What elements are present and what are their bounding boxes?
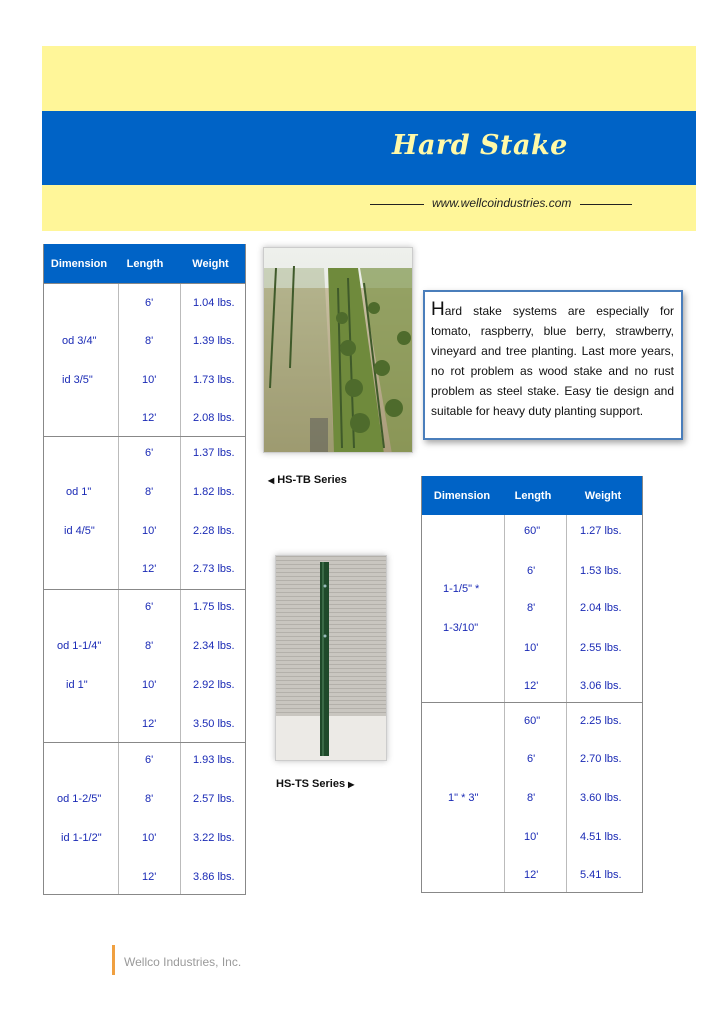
header-dimension: Dimension <box>433 489 491 502</box>
length-cell: 8' <box>527 792 536 804</box>
caret-left-icon: ◀ <box>268 476 275 485</box>
length-cell: 8' <box>145 793 154 805</box>
dimension-od: od 3/4" <box>62 335 97 347</box>
drop-cap: H <box>431 299 445 320</box>
length-cell: 8' <box>145 335 154 347</box>
weight-cell: 3.50 lbs. <box>193 718 235 730</box>
footer-accent-bar <box>112 945 115 975</box>
length-cell: 10' <box>142 679 157 691</box>
weight-cell: 4.51 lbs. <box>580 831 622 843</box>
weight-cell: 2.57 lbs. <box>193 793 235 805</box>
weight-cell: 5.41 lbs. <box>580 869 622 881</box>
dimension-inner: 1-3/10" <box>443 622 479 634</box>
caret-right-icon: ▶ <box>348 780 355 789</box>
right-table-group <box>422 702 642 892</box>
weight-cell: 2.04 lbs. <box>580 602 622 614</box>
header-length: Length <box>514 489 552 502</box>
caption-hs-ts <box>276 778 354 790</box>
weight-cell: 3.06 lbs. <box>580 680 622 692</box>
length-cell: 6' <box>527 565 536 577</box>
website-url[interactable]: www.wellcoindustries.com <box>432 196 572 210</box>
weight-cell: 1.53 lbs. <box>580 565 622 577</box>
length-cell: 10' <box>142 832 157 844</box>
weight-cell: 3.22 lbs. <box>193 832 235 844</box>
length-cell: 12' <box>524 869 539 881</box>
hs-tb-field-photo <box>263 247 413 453</box>
header-band-top <box>42 46 696 111</box>
dimension-id: id 3/5" <box>62 374 93 386</box>
length-cell: 8' <box>145 640 154 652</box>
header-band-blue <box>42 111 696 185</box>
dimension-outer: 1-1/5" * <box>443 583 480 595</box>
weight-cell: 1.39 lbs. <box>193 335 235 347</box>
weight-cell: 2.73 lbs. <box>193 563 235 575</box>
weight-cell: 2.08 lbs. <box>193 412 235 424</box>
weight-cell: 1.37 lbs. <box>193 447 235 459</box>
length-cell: 8' <box>145 486 154 498</box>
weight-cell: 1.73 lbs. <box>193 374 235 386</box>
weight-cell: 2.92 lbs. <box>193 679 235 691</box>
left-table-group <box>44 742 245 894</box>
dimension-od: od 1-1/4" <box>57 640 102 652</box>
weight-cell: 1.82 lbs. <box>193 486 235 498</box>
length-cell: 6' <box>145 297 154 309</box>
weight-cell: 2.55 lbs. <box>580 642 622 654</box>
length-cell: 60" <box>524 525 541 537</box>
right-table-group <box>422 515 642 702</box>
weight-cell: 1.27 lbs. <box>580 525 622 537</box>
url-rule-left <box>370 204 424 205</box>
page-title: Hard Stake <box>392 130 568 161</box>
weight-cell: 3.60 lbs. <box>580 792 622 804</box>
header-dimension: Dimension <box>50 257 108 270</box>
dimension-id: id 1" <box>66 679 88 691</box>
left-spec-table <box>43 244 246 895</box>
dimension-outer: 1" * 3" <box>448 792 479 804</box>
header-weight: Weight <box>584 489 622 502</box>
url-rule-right <box>580 204 632 205</box>
left-table-header <box>44 244 245 283</box>
length-cell: 12' <box>524 680 539 692</box>
length-cell: 10' <box>524 642 539 654</box>
length-cell: 12' <box>142 871 157 883</box>
length-cell: 12' <box>142 718 157 730</box>
left-table-group <box>44 436 245 589</box>
length-cell: 60" <box>524 715 541 727</box>
right-spec-table <box>421 476 643 893</box>
dimension-id: id 1-1/2" <box>61 832 102 844</box>
weight-cell: 3.86 lbs. <box>193 871 235 883</box>
caption-hs-tb-text: HS-TB Series <box>277 474 347 486</box>
header-weight: Weight <box>192 257 229 270</box>
hs-ts-stake-photo <box>275 555 387 761</box>
length-cell: 6' <box>145 601 154 613</box>
dimension-id: id 4/5" <box>64 525 95 537</box>
length-cell: 10' <box>524 831 539 843</box>
header-length: Length <box>126 257 164 270</box>
dimension-od: od 1-2/5" <box>57 793 102 805</box>
left-table-group <box>44 589 245 742</box>
right-table-header <box>422 476 642 515</box>
footer-company: Wellco Industries, Inc. <box>124 955 242 969</box>
length-cell: 6' <box>527 753 536 765</box>
header-band-bottom <box>42 185 696 231</box>
length-cell: 6' <box>145 754 154 766</box>
dimension-od: od 1" <box>66 486 92 498</box>
length-cell: 6' <box>145 447 154 459</box>
weight-cell: 2.70 lbs. <box>580 753 622 765</box>
length-cell: 12' <box>142 563 157 575</box>
weight-cell: 2.28 lbs. <box>193 525 235 537</box>
length-cell: 12' <box>142 412 157 424</box>
length-cell: 8' <box>527 602 536 614</box>
left-table-group <box>44 283 245 436</box>
length-cell: 10' <box>142 374 157 386</box>
weight-cell: 1.93 lbs. <box>193 754 235 766</box>
weight-cell: 2.25 lbs. <box>580 715 622 727</box>
weight-cell: 1.04 lbs. <box>193 297 235 309</box>
weight-cell: 2.34 lbs. <box>193 640 235 652</box>
description-text: ard stake systems are especially for tomato, raspberry, blue berry, strawberry, vineyard and tree planting. Last more years, no rot problem as wood stake and no rust problem as steel stake. Easy tie design and suitable for heavy duty planting support. <box>431 304 674 418</box>
caption-hs-tb <box>268 474 347 486</box>
length-cell: 10' <box>142 525 157 537</box>
caption-hs-ts-text: HS-TS Series <box>276 778 346 790</box>
weight-cell: 1.75 lbs. <box>193 601 235 613</box>
description-box <box>423 290 683 440</box>
